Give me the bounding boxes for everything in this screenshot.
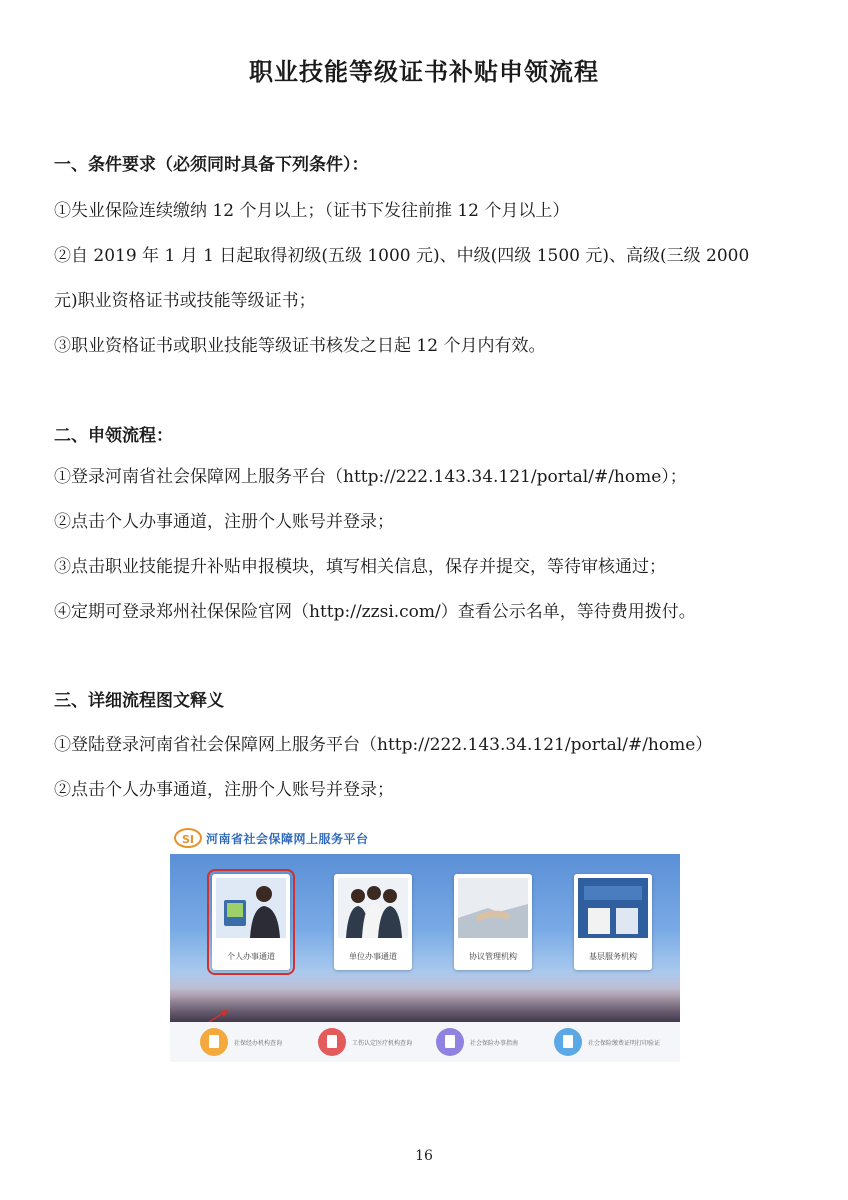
portal-header xyxy=(170,822,680,854)
grassroots-service-card xyxy=(574,874,652,970)
card-label: 个人办事通道 xyxy=(227,952,275,961)
portal-banner xyxy=(170,854,680,1022)
agreement-institution-image xyxy=(458,878,528,938)
card-label: 基层服务机构 xyxy=(589,952,637,961)
portal-screenshot xyxy=(170,822,680,1062)
portal-name: 河南省社会保障网上服务平台 xyxy=(206,832,369,846)
portal-services-bar: 社保经办机构查询 工伤认定医疗机构查询 社会保险办事指南 社会保险缴费证明打印验证 xyxy=(170,1022,680,1062)
enterprise-channel-image xyxy=(338,878,408,938)
section-detail-heading: 三、详细流程图文释义 xyxy=(54,691,224,711)
condition-2: ②自 2019 年 1 月 1 日起取得初级(五级 1000 元)、中级(四级 1500 元)、高级(三级 2000 xyxy=(54,246,750,266)
section-conditions-heading: 一、条件要求（必须同时具备下列条件）： xyxy=(54,155,369,175)
enterprise-channel-card xyxy=(334,874,412,970)
process-step-1: ①登录河南省社会保障网上服务平台（http://222.143.34.121/portal/#/home）； xyxy=(54,467,687,487)
condition-1: ①失业保险连续缴纳 12 个月以上；（证书下发往前推 12 个月以上） xyxy=(54,201,570,221)
section-process-heading: 二、申领流程： xyxy=(54,426,173,446)
process-step-4: ④定期可登录郑州社保保险官网（http://zzsi.com/）查看公示名单，等待费用拨付。 xyxy=(54,602,696,622)
card-label: 协议管理机构 xyxy=(469,952,517,961)
card-label: 单位办事通道 xyxy=(349,952,397,961)
process-step-2: ②点击个人办事通道，注册个人账号并登录； xyxy=(54,512,394,532)
page-number: 16 xyxy=(415,1148,433,1164)
personal-channel-image xyxy=(216,878,286,938)
process-step-3: ③点击职业技能提升补贴申报模块，填写相关信息，保存并提交，等待审核通过； xyxy=(54,557,666,577)
personal-channel-card xyxy=(212,874,290,970)
condition-2-continued: 元)职业资格证书或技能等级证书； xyxy=(54,291,316,311)
portal-logo: SI xyxy=(174,828,202,848)
page-title: 职业技能等级证书补贴申领流程 xyxy=(249,58,599,86)
certificate-icon xyxy=(554,1028,582,1056)
city-skyline-image xyxy=(170,988,680,1022)
document-icon xyxy=(200,1028,228,1056)
agreement-institution-card xyxy=(454,874,532,970)
grassroots-service-image xyxy=(578,878,648,938)
detail-step-2: ②点击个人办事通道，注册个人账号并登录； xyxy=(54,780,394,800)
hospital-icon xyxy=(318,1028,346,1056)
detail-step-1: ①登陆登录河南省社会保障网上服务平台（http://222.143.34.121/portal/#/home） xyxy=(54,735,713,755)
guide-icon xyxy=(436,1028,464,1056)
condition-3: ③职业资格证书或职业技能等级证书核发之日起 12 个月内有效。 xyxy=(54,336,546,356)
